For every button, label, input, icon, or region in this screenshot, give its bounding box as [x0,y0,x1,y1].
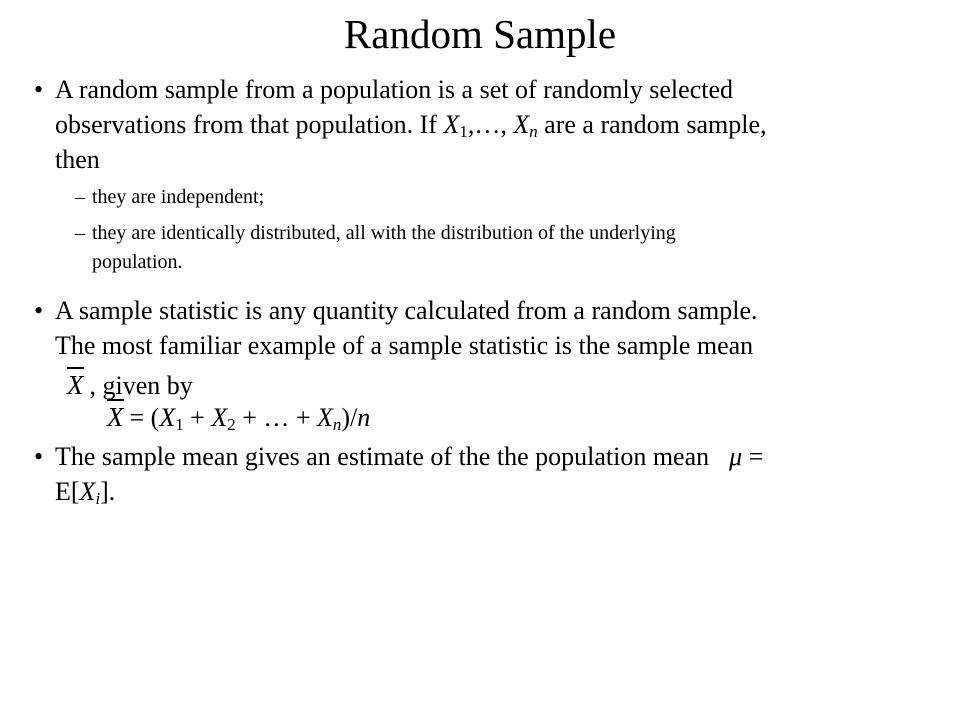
bullet-sample-mean-estimate [34,439,934,509]
bullet-line: The sample mean gives an estimate of the the population mean μ = [55,442,764,471]
x-bar-symbol: X [67,367,84,400]
sub-bullet-identically-distributed: – they are identically distributed, all with the distribution of the underlying population. [34,219,934,277]
bullet-icon: • [34,296,44,325]
dash-icon: – [75,222,85,244]
sub-bullet-independent: – they are independent; [34,183,934,212]
bullet-line: observations from that population. If $X_1,\dots$, $X_n$ are a random sample, [55,110,767,142]
bullet-line: A random sample from a population is a set of randomly selected [55,75,733,104]
given-by-line: X , given by [55,367,934,403]
slide-body [34,72,934,509]
bullet-line: The most familiar example of a sample statistic is the sample mean [55,331,754,360]
x-bar-symbol: X [107,399,124,432]
bullet-icon: • [34,442,44,471]
bullet-random-sample [34,72,934,177]
bullet-line: $E[X_i]$. [55,477,116,509]
bullet-line: A sample statistic is any quantity calculated from a random sample. [55,296,758,325]
sample-mean-equation: $X = (X_1 + X_2$ + … + $X_n)/n$ [55,399,934,435]
bullet-icon: • [34,75,44,104]
slide-title: Random Sample [343,11,617,57]
mu-symbol: μ [729,442,743,471]
bullet-sample-statistic [34,293,934,435]
dash-icon: – [75,186,85,208]
bullet-line: then [55,145,100,174]
